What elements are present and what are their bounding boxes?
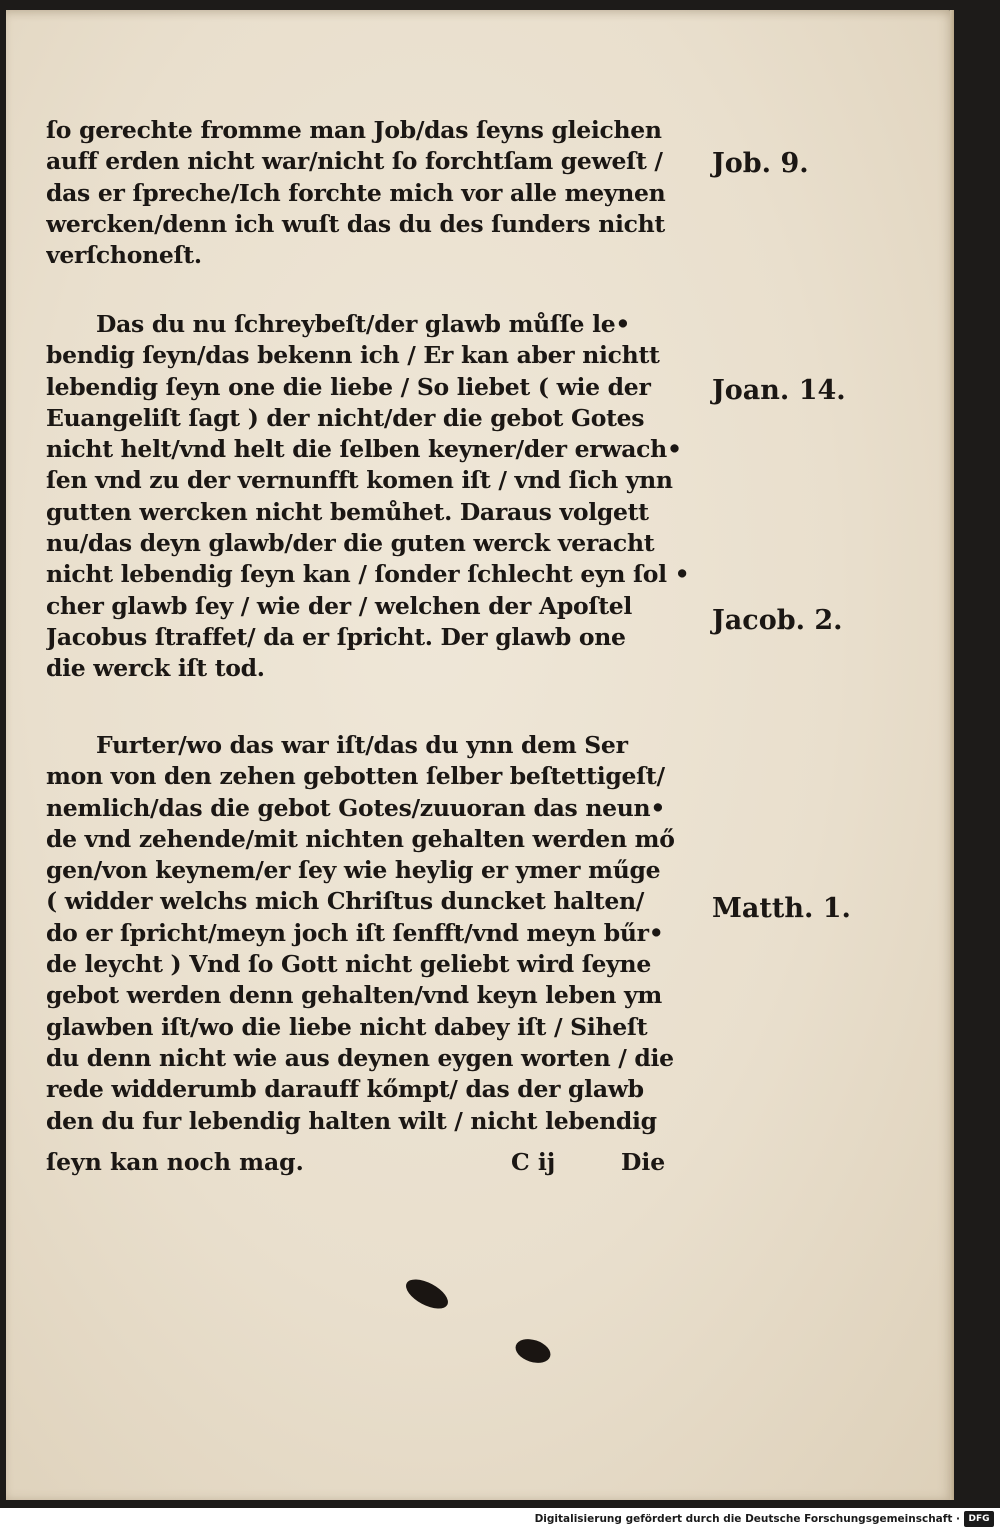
credit-bar [0, 1508, 1000, 1531]
text-line: bendig ſeyn/das bekenn ich / Er kan aber nichtt [46, 341, 660, 370]
margin-note-job: Job. 9. [712, 148, 809, 179]
text-line: ( widder welchs mich Chriſtus duncket halten/ [46, 887, 645, 916]
text-line: die werck iſt tod. [46, 654, 265, 683]
page-footer-line [46, 1148, 696, 1182]
paragraph-2 [46, 309, 696, 685]
text-line: wercken/denn ich wuſt das du des ſunders nicht [46, 209, 665, 238]
text-line: nicht helt/vnd helt die ſelben keyner/der erwach• [46, 435, 682, 464]
dfg-logo: DFG [964, 1511, 994, 1527]
text-line: do er ſpricht/meyn joch iſt ſenfft/vnd meyn bűr• [46, 918, 664, 947]
paragraph-1 [46, 115, 696, 271]
text-line: ſen vnd zu der vernunfft komen iſt / vnd ſich ynn [46, 466, 673, 495]
signature-mark: C ij [511, 1148, 556, 1176]
text-line: Jacobus ſtraffet/ da er ſpricht. Der glawb one [46, 622, 626, 651]
text-line: cher glawb ſey / wie der / welchen der Apoſtel [46, 591, 633, 620]
text-line: nemlich/das die gebot Gotes/zuuoran das neun• [46, 793, 666, 822]
text-line: gutten wercken nicht bemůhet. Daraus volgett [46, 497, 649, 526]
text-line: rede widderumb darauff kőmpt/ das der glawb [46, 1075, 644, 1104]
text-line: Furter/wo das war iſt/das du ynn dem Ser [96, 731, 628, 759]
text-line: gebot werden denn gehalten/vnd keyn leben ym [46, 981, 662, 1010]
text-line: den du fur lebendig halten wilt / nicht lebendig [46, 1106, 657, 1135]
text-line: nu/das deyn glawb/der die guten werck veracht [46, 529, 655, 558]
text-line: glawben iſt/wo die liebe nicht dabey iſt / Siheſt [46, 1012, 648, 1041]
page-edge [950, 10, 954, 1500]
margin-note-matth: Matth. 1. [712, 893, 851, 924]
paragraph-3 [46, 730, 696, 1137]
text-line: auff erden nicht war/nicht ſo forchtſam geweſt / [46, 147, 663, 176]
text-line: lebendig ſeyn one die liebe / So liebet ( wie der [46, 372, 651, 401]
text-line: ſo gerechte fromme man Job/das ſeyns gleichen [46, 116, 662, 144]
text-line: Euangeliſt ſagt ) der nicht/der die gebot Gotes [46, 403, 645, 432]
catchword: Die [621, 1148, 666, 1176]
text-line: nicht lebendig ſeyn kan / ſonder ſchlecht eyn ſol • [46, 560, 690, 589]
text-line: Das du nu ſchreybeſt/der glawb můſſe le• [96, 310, 631, 338]
text-line: de leycht ) Vnd ſo Gott nicht geliebt wird ſeyne [46, 950, 651, 979]
text-line: verſchoneſt. [46, 241, 202, 270]
text-line: mon von den zehen gebotten ſelber beſtettigeſt/ [46, 762, 665, 791]
text-line: gen/von keynem/er ſey wie heylig er ymer műge [46, 856, 661, 885]
margin-note-joan: Joan. 14. [712, 375, 846, 406]
final-text: ſeyn kan noch mag. [46, 1148, 304, 1176]
text-line: das er ſpreche/Ich forchte mich vor alle meynen [46, 178, 666, 207]
margin-note-jacob: Jacob. 2. [712, 605, 843, 636]
text-line: de vnd zehende/mit nichten gehalten werden mő [46, 824, 675, 853]
text-line: du denn nicht wie aus deynen eygen worten / die [46, 1043, 674, 1072]
funding-credit: Digitalisierung gefördert durch die Deutsche Forschungsgemeinschaft · [534, 1513, 960, 1525]
